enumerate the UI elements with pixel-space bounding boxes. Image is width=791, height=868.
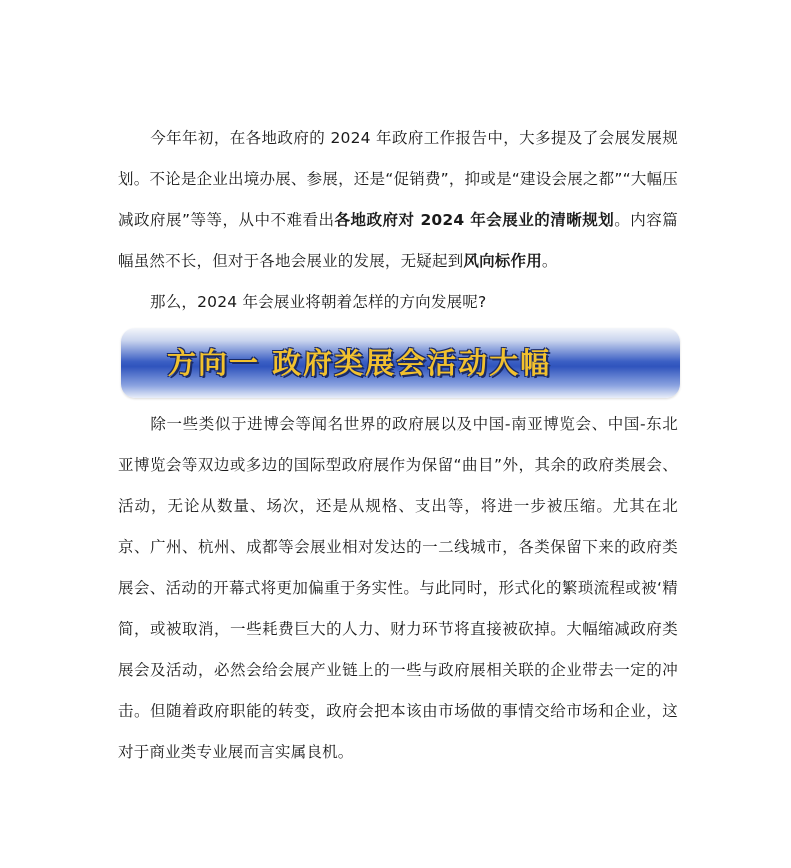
direction-one-text: 除一些类似于进博会等闻名世界的政府展以及中国-南亚博览会、中国-东北亚博览会等双边或多边的国际型政府展作为保留“曲目”外，其余的政府类展会、活动，无论从数量、场次，还是从规格、支出等，将进一步被压缩。尤其在北京、广州、杭州、成都等会展业相对发达的一二线城市，各类保留下来的政府类展会、活动的开幕式将更加偏重于务实性。与此同时，形式化的繁琐流程或被‘精简，或被取消，一些耗费巨大的人力、财力环节将直接被砍掉。大幅缩减政府类展会及活动，必然会给会展产业链上的一些与政府展相关联的企业带去一定的冲击。但随着政府职能的转变，政府会把本该由市场做的事情交给市场和企业，这对于商业类专业展而言实属良机。 [118, 415, 678, 761]
question-paragraph [118, 282, 678, 323]
intro-text-c: 。 [541, 252, 558, 270]
intro-bold-b: 风向标作用 [463, 252, 542, 270]
intro-paragraph [118, 118, 678, 282]
direction-one-paragraph [118, 404, 678, 773]
section-banner-title: 方向一 政府类展会活动大幅 [167, 346, 552, 380]
intro-bold-a: 各地政府对 2024 年会展业的清晰规划 [334, 211, 615, 229]
section-banner [121, 328, 680, 398]
question-text: 那么，2024 年会展业将朝着怎样的方向发展呢? [150, 293, 487, 311]
intro-text-a: 今年年初，在各地政府的 2024 年政府工作报告中，大多提及了会展发展规划。不论是企业出境办展、参展，还是“促销费”，抑或是“建设会展之都”“大幅压减政府展”等等，从中不难看出 [118, 129, 678, 229]
intro-text-b: 。内容篇幅虽然不长，但对于各地会展业的发展，无疑起到 [118, 211, 678, 270]
